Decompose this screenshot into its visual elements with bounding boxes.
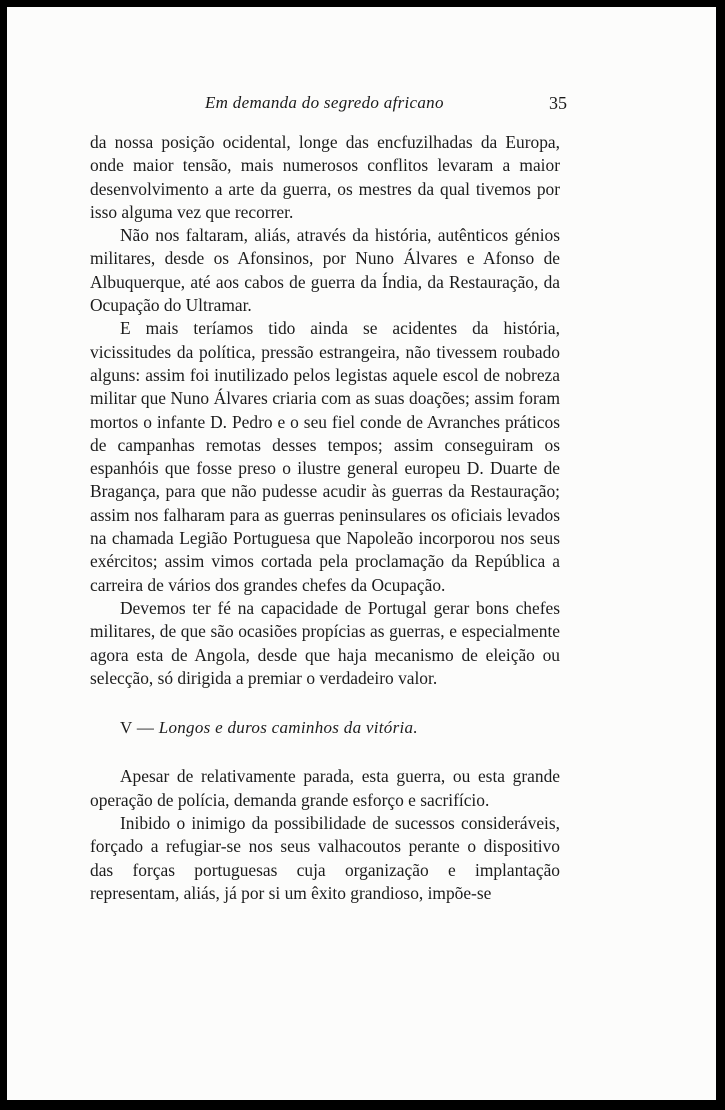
- paragraph-4: Devemos ter fé na capacidade de Portugal gerar bons chefes militares, de que são ocasiões propícias as guerras, e especialmente agora esta de Angola, desde que haja mecanismo de eleição ou selecção, só dirigida a premiar o verdadeiro valor.: [90, 597, 560, 688]
- paragraph-2: Não nos faltaram, aliás, através da história, autênticos génios militares, desde os Afonsinos, por Nuno Álvares e Afonso de Albuquerque, até aos cabos de guerra da Índia, da Restauração, da Ocupação do Ultramar.: [90, 225, 560, 316]
- body-text: [90, 131, 560, 905]
- section-title: Longos e duros caminhos da vitória.: [158, 718, 418, 738]
- running-head: [97, 93, 573, 119]
- paragraph-6: Inibido o inimigo da possibilidade de sucessos consideráveis, forçado a refugiar-se nos seus valhacoutos perante o dispositivo das forças portuguesas cuja organização e implantação representam, aliás, já por si um êxito grandioso, impõe-se: [90, 813, 560, 903]
- paragraph-5: Apesar de relativamente parada, esta guerra, ou esta grande operação de polícia, demanda grande esforço e sacrifício.: [90, 766, 560, 810]
- book-page: [7, 7, 716, 1100]
- section-heading: [90, 716, 560, 739]
- section-number: V —: [120, 718, 155, 738]
- page-number: 35: [549, 93, 567, 113]
- paragraph-1: da nossa posição ocidental, longe das encfuzilhadas da Europa, onde maior tensão, mais numerosos conflitos levaram a maior desenvolvimento a arte da guerra, os mestres da qual tivemos por isso alguma vez que recorrer.: [90, 132, 560, 222]
- paragraph-3: E mais teríamos tido ainda se acidentes da história, vicissitudes da política, pressão estrangeira, não tivessem roubado alguns: assim foi inutilizado pelos legistas aquele escol de nobreza militar que Nuno Álvares criaria com as suas doações; assim foram mortos o infante D. Pedro e o seu fiel conde de Avranches práticos de campanhas remotas desses tempos; assim conseguiram os espanhóis que fosse preso o ilustre general europeu D. Duarte de Bragança, para que não pudesse acudir às guerras da Restauração; assim nos falharam para as guerras peninsulares os oficiais levados na chamada Legião Portuguesa que Napoleão incorporou nos seus exércitos; assim vimos cortada pela proclamação da República a carreira de vários dos grandes chefes da Ocupação.: [90, 318, 560, 595]
- running-title: Em demanda do segredo africano: [205, 93, 444, 112]
